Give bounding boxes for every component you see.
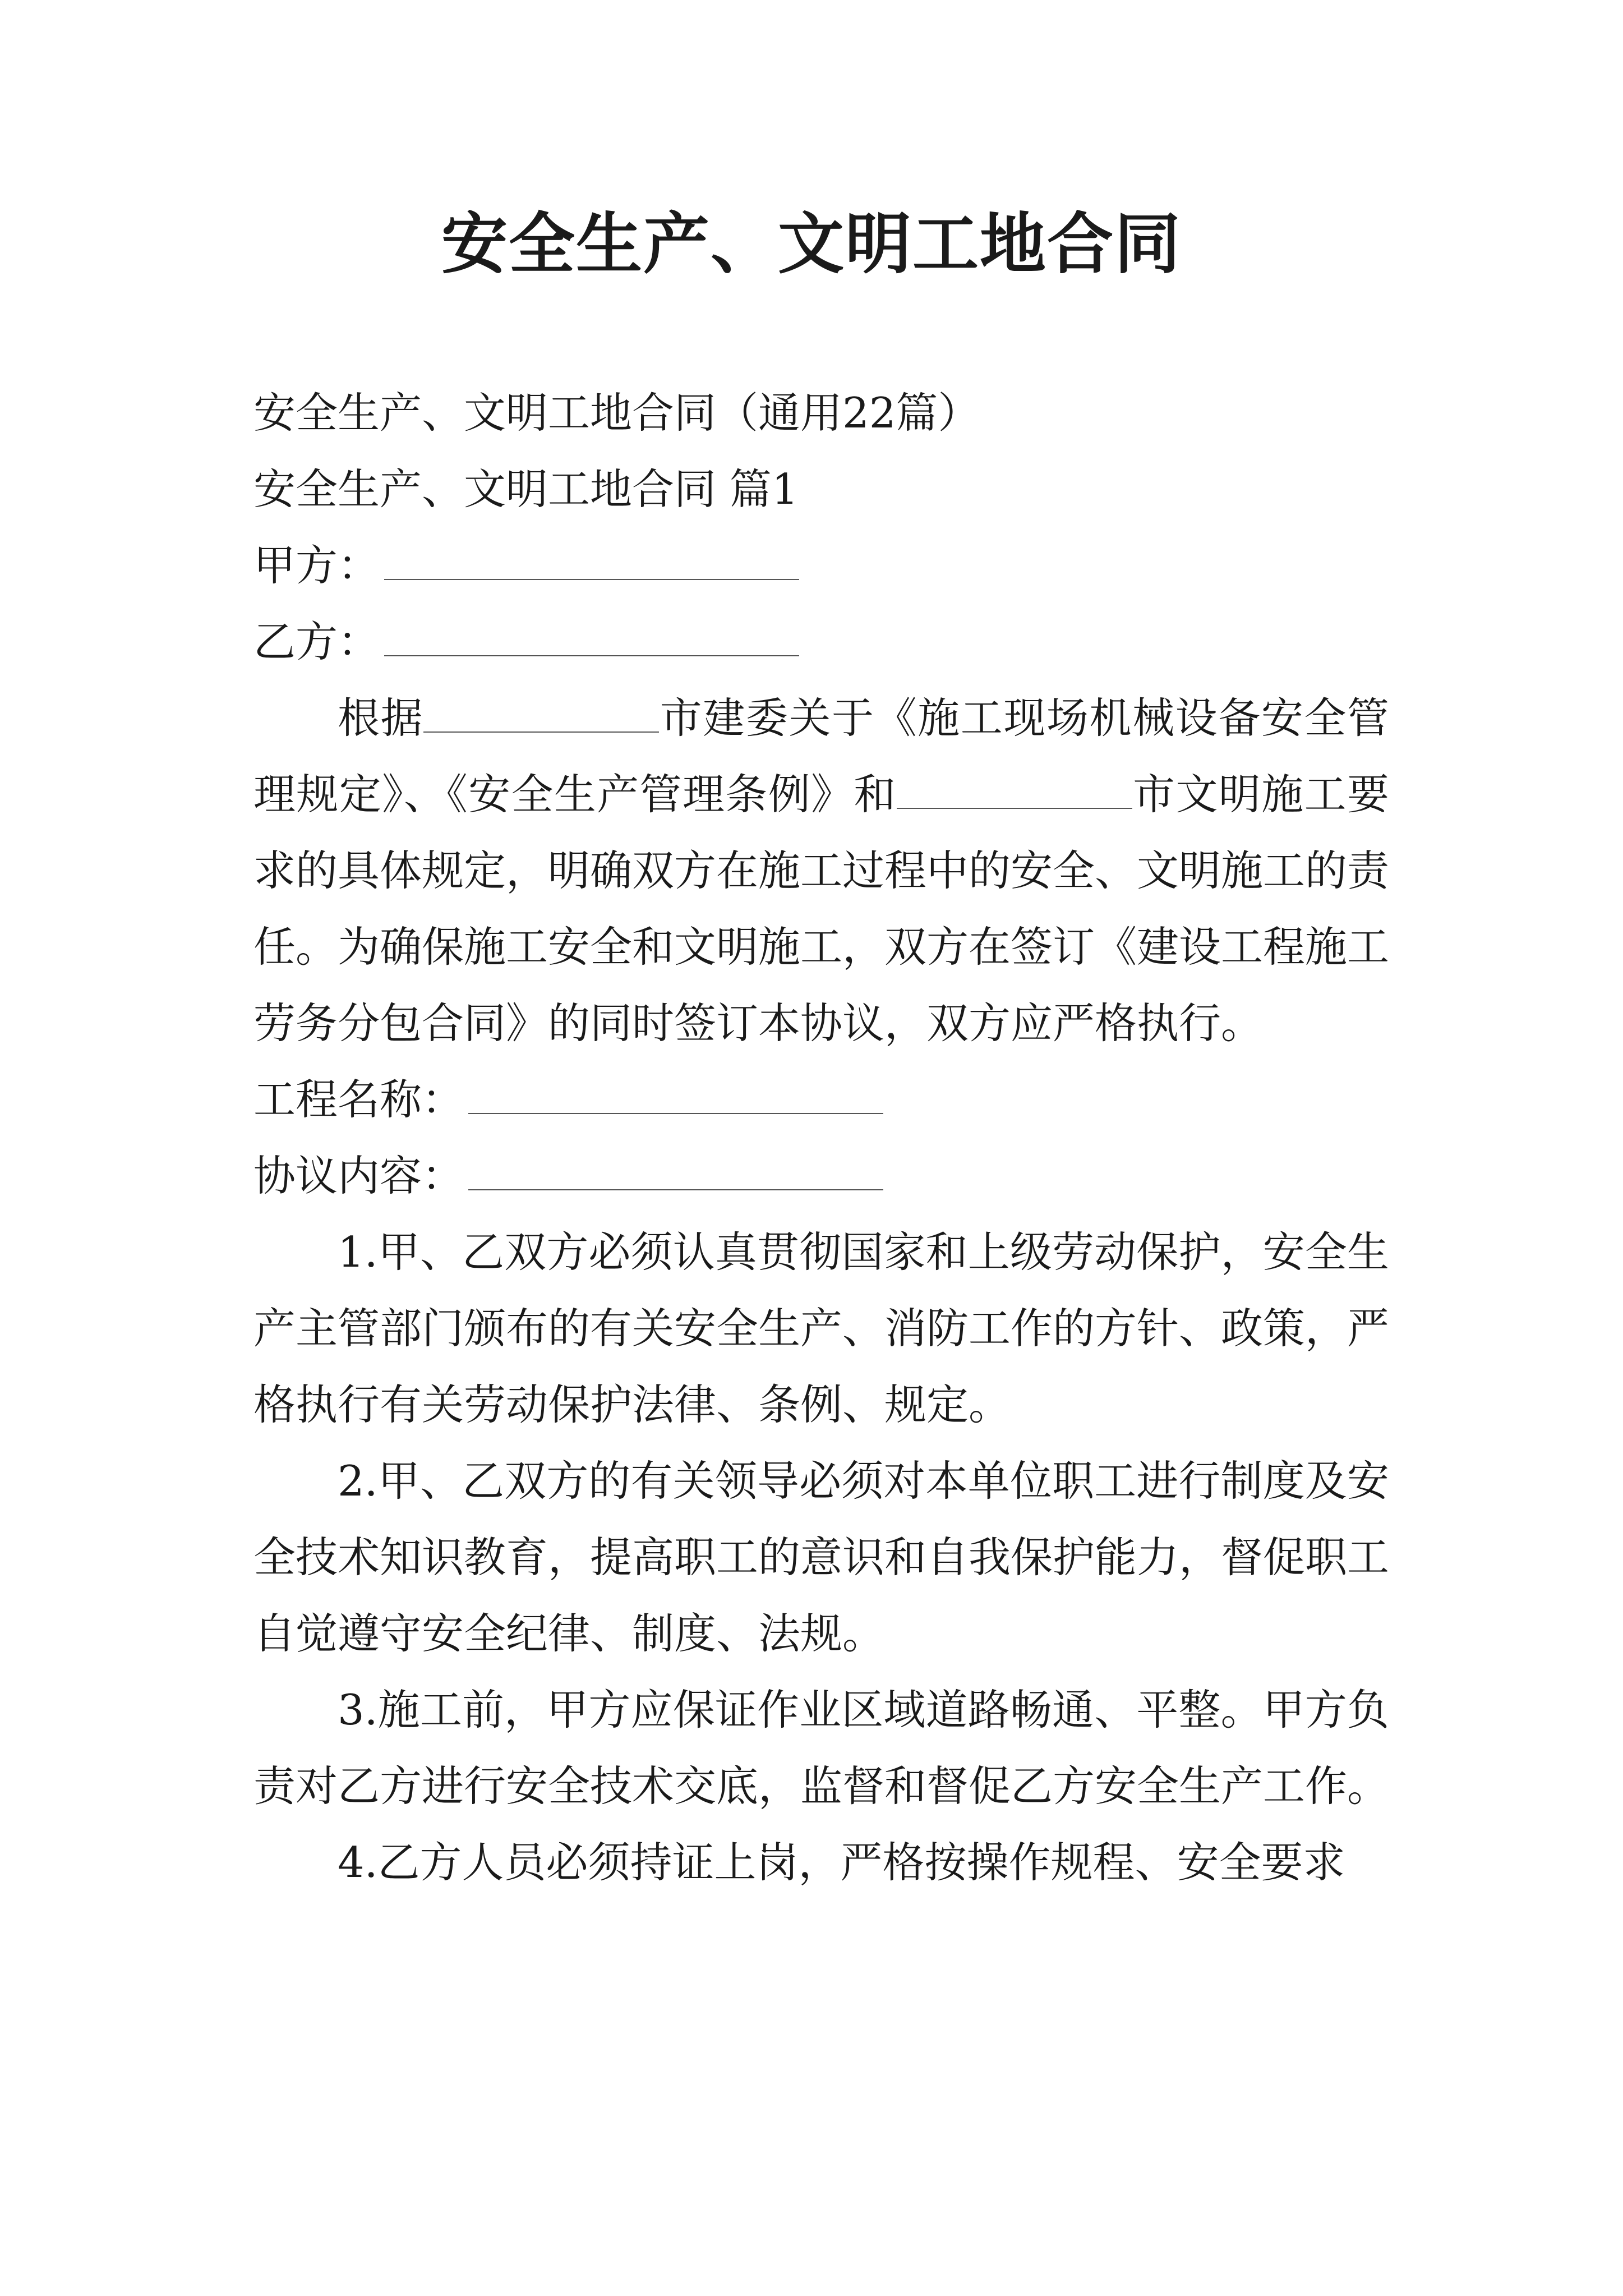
party-a-line (253, 527, 1389, 604)
agreement-content-line (253, 1138, 1389, 1214)
city-blank-2 (897, 774, 1132, 809)
party-b-label: 乙方： (253, 617, 380, 666)
agreement-content-blank (468, 1156, 883, 1190)
party-a-blank (384, 545, 799, 580)
clause-2: 2.甲、乙双方的有关领导必须对本单位职工进行制度及安全技术知识教育，提高职工的意识和自我保护能力，督促职工自觉遵守安全纪律、制度、法规。 (253, 1456, 1390, 1658)
project-name-line (253, 1061, 1389, 1138)
intro-text-2: 市建委关于《施工现场机械设备安全管理规定》、《安全生产管理条例》和 (253, 693, 1389, 819)
party-b-blank (384, 622, 799, 656)
clause-1: 1.甲、乙双方必须认真贯彻国家和上级劳动保护，安全生产主管部门颁布的有关安全生产、消防工作的方针、政策，严格执行有关劳动保护法律、条例、规定。 (253, 1227, 1390, 1429)
intro-text-3: 市文明施工要求的具体规定，明确双方在施工过程中的安全、文明施工的责任。为确保施工安全和文明施工，双方在签订《建设工程施工劳务分包合同》的同时签订本协议，双方应严格执行。 (253, 770, 1390, 1048)
clause-3: 3.施工前，甲方应保证作业区域道路畅通、平整。甲方负责对乙方进行安全技术交底，监督和督促乙方安全生产工作。 (253, 1685, 1390, 1811)
party-a-label: 甲方： (253, 541, 380, 590)
document-body (253, 375, 1389, 1901)
party-b-line (253, 604, 1389, 680)
project-name-blank (468, 1079, 883, 1114)
intro-text-1: 根据 (338, 693, 424, 743)
agreement-content-label: 协议内容： (253, 1151, 464, 1200)
project-name-label: 工程名称： (253, 1075, 464, 1124)
clause-4: 4.乙方人员必须持证上岗，严格按操作规程、安全要求 (338, 1838, 1345, 1887)
city-blank-1 (423, 698, 659, 733)
intro-paragraph (253, 680, 1389, 1061)
document-title: 安全生产、文明工地合同 (441, 205, 1182, 283)
subtitle: 安全生产、文明工地合同（通用22篇） (253, 388, 980, 438)
section-heading: 安全生产、文明工地合同 篇1 (253, 464, 799, 514)
